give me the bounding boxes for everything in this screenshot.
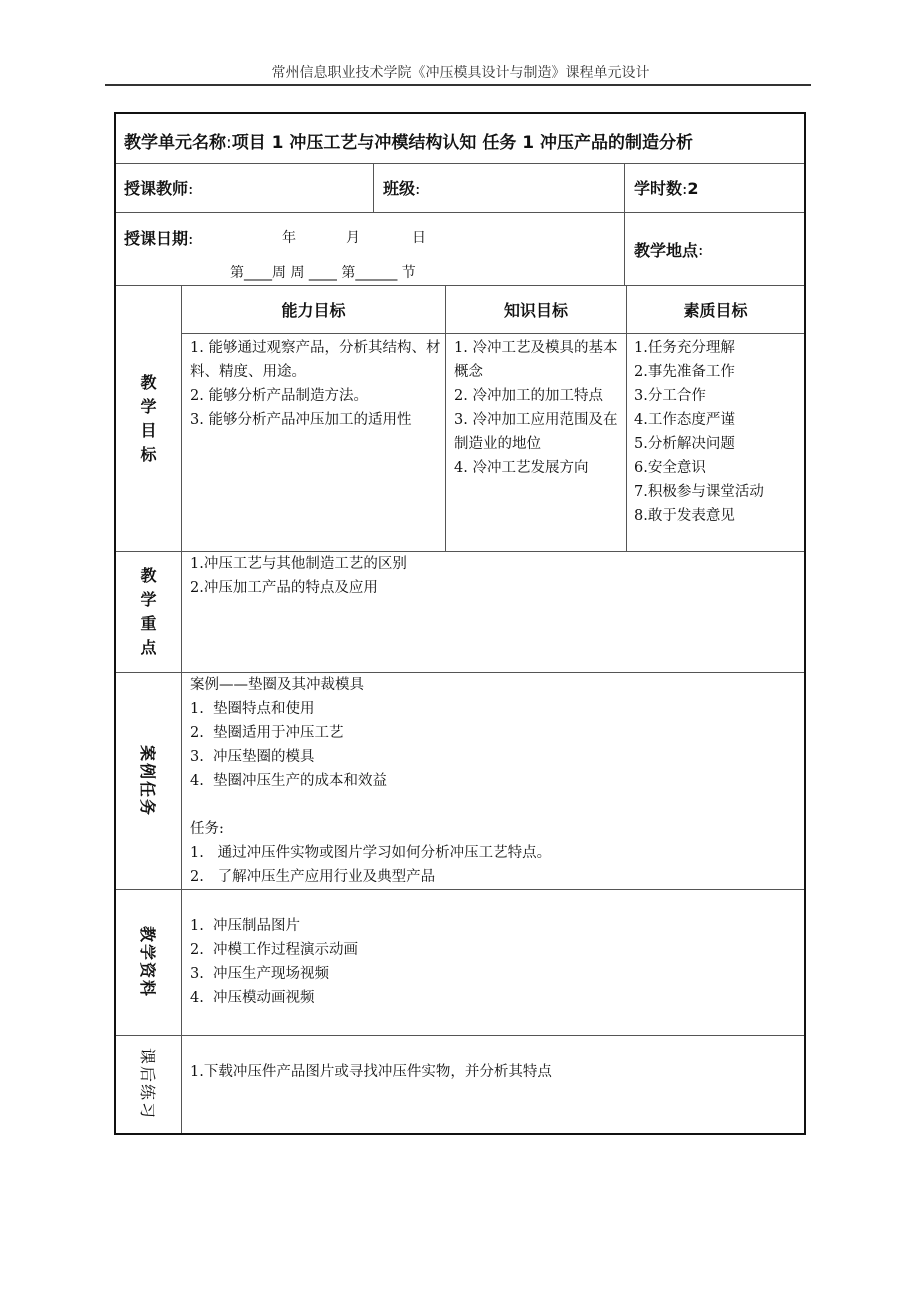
ability-header: 能力目标 bbox=[182, 286, 446, 334]
list-item: 8.敢于发表意见 bbox=[634, 508, 735, 524]
list-item: 3. 冲压垫圈的模具 bbox=[190, 749, 315, 765]
list-item: 2. 垫圈适用于冲压工艺 bbox=[190, 725, 344, 741]
list-item: 1. 垫圈特点和使用 bbox=[190, 701, 315, 717]
case-title: 案例——垫圈及其冲裁模具 bbox=[190, 677, 364, 693]
date-label: 授课日期 bbox=[124, 229, 189, 248]
list-item: 2. 了解冲压生产应用行业及典型产品 bbox=[190, 869, 436, 885]
list-item: 1.冲压工艺与其他制造工艺的区别 bbox=[190, 556, 407, 572]
date-month[interactable]: 月 bbox=[346, 230, 360, 246]
hours-cell: 学时数:2 bbox=[625, 164, 804, 213]
materials-label-cell bbox=[116, 890, 182, 1036]
unit-label: 教学单元名称 bbox=[124, 133, 226, 153]
class-cell: 班级: bbox=[374, 164, 625, 213]
list-item: 2. 冷冲加工的加工特点 bbox=[454, 388, 603, 404]
objectives-label-cell bbox=[116, 286, 182, 552]
list-item: 7.积极参与课堂活动 bbox=[634, 484, 764, 500]
homework-label: 课后练习 bbox=[138, 1048, 157, 1121]
objectives-label: 教 学 目 标 bbox=[140, 372, 157, 464]
week-line[interactable]: 第____周 周 ____ 第______ 节 bbox=[230, 265, 416, 281]
page-header: 常州信息职业技术学院《冲压模具设计与制造》课程单元设计 bbox=[271, 65, 650, 81]
list-item: 1. 冷冲工艺及模具的基本概念 bbox=[454, 340, 618, 380]
lesson-plan-table bbox=[114, 112, 806, 1135]
list-item: 1. 通过冲压件实物或图片学习如何分析冲压工艺特点。 bbox=[190, 845, 552, 861]
class-label: 班级 bbox=[383, 179, 416, 198]
quality-objectives bbox=[627, 334, 804, 552]
list-item: 1. 能够通过观察产品，分析其结构、材料、精度、用途。 bbox=[190, 340, 441, 380]
date-year[interactable]: 年 bbox=[282, 230, 296, 246]
unit-title-cell: 教学单元名称:项目 1 冲压工艺与冲模结构认知 任务 1 冲压产品的制造分析 bbox=[116, 114, 804, 164]
list-item: 1.任务充分理解 bbox=[634, 340, 735, 356]
homework-label-cell bbox=[116, 1036, 182, 1133]
case-tasks-label: 案例任务 bbox=[138, 744, 157, 817]
list-item: 4. 垫圈冲压生产的成本和效益 bbox=[190, 773, 388, 789]
knowledge-header: 知识目标 bbox=[446, 286, 627, 334]
unit-value: 项目 1 冲压工艺与冲模结构认知 任务 1 冲压产品的制造分析 bbox=[231, 133, 693, 153]
list-item: 6.安全意识 bbox=[634, 460, 706, 476]
homework-content bbox=[182, 1036, 804, 1133]
case-tasks-content bbox=[182, 673, 804, 890]
list-item: 3. 冲压生产现场视频 bbox=[190, 966, 330, 982]
list-item: 2.冲压加工产品的特点及应用 bbox=[190, 580, 378, 596]
header-rule bbox=[105, 84, 811, 86]
location-cell: 教学地点 : bbox=[625, 213, 804, 286]
task-title: 任务: bbox=[190, 821, 224, 837]
ability-objectives bbox=[182, 334, 446, 552]
list-item: 2. 能够分析产品制造方法。 bbox=[190, 388, 368, 404]
list-item: 3. 能够分析产品冲压加工的适用性 bbox=[190, 412, 412, 428]
teacher-label: 授课教师 bbox=[124, 179, 189, 198]
quality-header: 素质目标 bbox=[627, 286, 804, 334]
list-item: 4. 冲压模动画视频 bbox=[190, 990, 315, 1006]
location-label: 教学地点 bbox=[634, 240, 699, 260]
list-item: 4.工作态度严谨 bbox=[634, 412, 735, 428]
key-points-label: 教 学 重 点 bbox=[140, 566, 157, 657]
teacher-cell: 授课教师: bbox=[116, 164, 374, 213]
knowledge-objectives bbox=[446, 334, 627, 552]
date-cell: 授课日期: 年 月 日 第____周 周 ____ 第______ 节 bbox=[116, 213, 625, 286]
hours-value[interactable]: 2 bbox=[687, 179, 699, 198]
date-day[interactable]: 日 bbox=[412, 230, 426, 246]
materials-content bbox=[182, 890, 804, 1036]
list-item: 2. 冲模工作过程演示动画 bbox=[190, 942, 359, 958]
list-item: 1.下载冲压件产品图片或寻找冲压件实物，并分析其特点 bbox=[190, 1064, 552, 1080]
list-item: 3.分工合作 bbox=[634, 388, 706, 404]
list-item: 1. 冲压制品图片 bbox=[190, 918, 301, 934]
key-points-label-cell bbox=[116, 552, 182, 673]
case-tasks-label-cell bbox=[116, 673, 182, 890]
list-item: 2.事先准备工作 bbox=[634, 364, 735, 380]
list-item: 4. 冷冲工艺发展方向 bbox=[454, 460, 589, 476]
list-item: 3. 冷冲加工应用范围及在制造业的地位 bbox=[454, 412, 618, 452]
key-points-content bbox=[182, 552, 804, 673]
hours-label: 学时数 bbox=[634, 179, 683, 198]
list-item: 5.分析解决问题 bbox=[634, 436, 735, 452]
materials-label: 教学资料 bbox=[138, 926, 157, 999]
